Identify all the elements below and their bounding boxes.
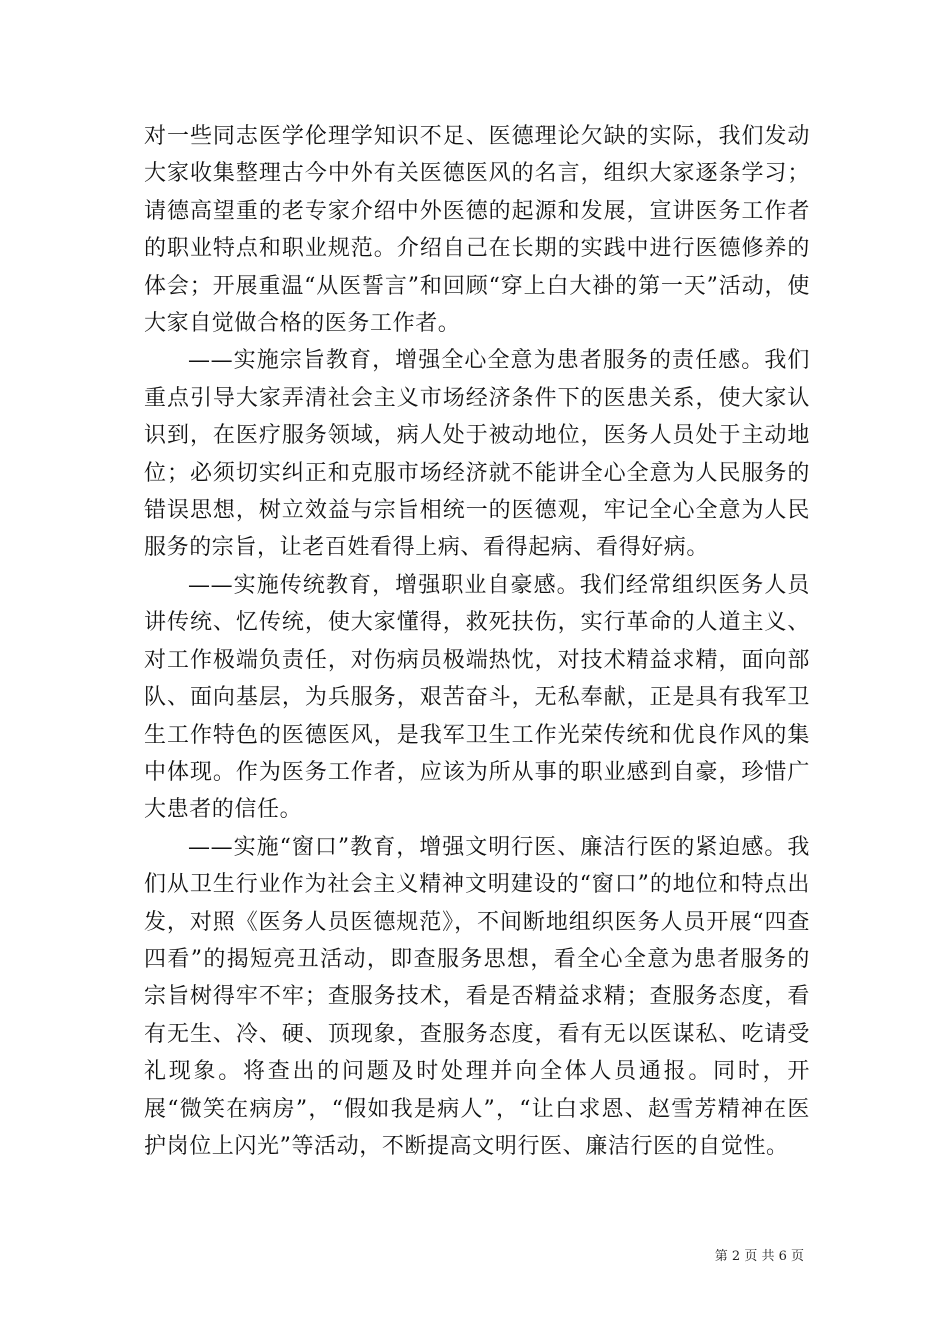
page-number-footer: 第 2 页 共 6 页 — [714, 1249, 804, 1264]
paragraph-continuation: 对一些同志医学伦理学知识不足、医德理论欠缺的实际，我们发动大家收集整理古今中外有关医德医风的名言，组织大家逐条学习；请德高望重的老专家介绍中外医德的起源和发展，宣讲医务工作者的职业特点和职业规范。介绍自己在长期的实践中进行医德修养的体会；开展重温“从医誓言”和回顾“穿上白大褂的第一天”活动，使大家自觉做合格的医务工作者。 — [144, 124, 810, 337]
paragraph-window-education: ——实施“窗口”教育，增强文明行医、廉洁行医的紧迫感。我们从卫生行业作为社会主义精神文明建设的“窗口”的地位和特点出发，对照《医务人员医德规范》，不间断地组织医务人员开展“四查四看”的揭短亮丑活动，即查服务思想，看全心全意为患者服务的宗旨树得牢不牢；查服务技术，看是否精益求精；查服务态度，看有无生、冷、硬、顶现象，查服务态度，看有无以医谋私、吃请受礼现象。将查出的问题及时处理并向全体人员通报。同时，开展“微笑在病房”，“假如我是病人”，“让白求恩、赵雪芳精神在医护岗位上闪光”等活动，不断提高文明行医、廉洁行医的自觉性。 — [144, 834, 810, 1159]
document-body — [144, 118, 810, 1165]
paragraph-tradition-education: ——实施传统教育，增强职业自豪感。我们经常组织医务人员讲传统、忆传统，使大家懂得，救死扶伤，实行革命的人道主义、对工作极端负责任，对伤病员极端热忱，对技术精益求精，面向部队、面向基层，为兵服务，艰苦奋斗，无私奉献，正是具有我军卫生工作特色的医德医风，是我军卫生工作光荣传统和优良作风的集中体现。作为医务工作者，应该为所从事的职业感到自豪，珍惜广大患者的信任。 — [144, 572, 810, 823]
paragraph-purpose-education: ——实施宗旨教育，增强全心全意为患者服务的责任感。我们重点引导大家弄清社会主义市场经济条件下的医患关系，使大家认识到，在医疗服务领域，病人处于被动地位，医务人员处于主动地位；必须切实纠正和克服市场经济就不能讲全心全意为人民服务的错误思想，树立效益与宗旨相统一的医德观，牢记全心全意为人民服务的宗旨，让老百姓看得上病、看得起病、看得好病。 — [144, 348, 810, 561]
